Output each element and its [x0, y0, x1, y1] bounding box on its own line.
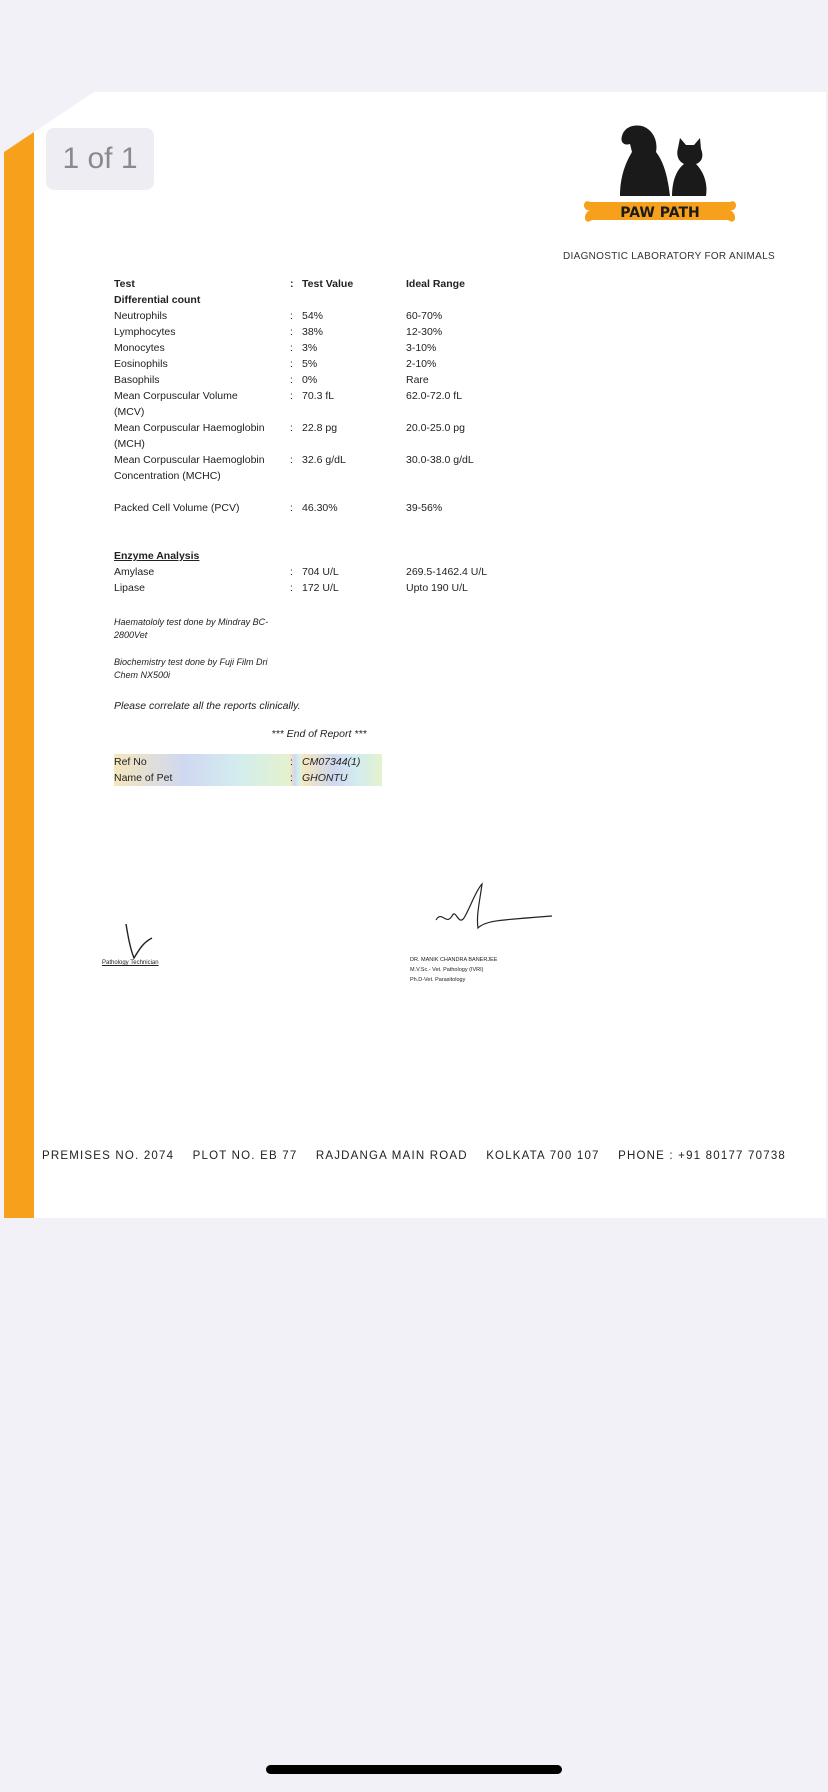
biochemistry-note: Biochemistry test done by Fuji Film Dri Chem NX500i — [114, 657, 268, 680]
table-header — [114, 276, 574, 292]
table-row — [114, 580, 574, 596]
test-value: 38% — [302, 326, 324, 338]
separator: : — [290, 278, 294, 290]
page-indicator: 1 of 1 — [46, 128, 154, 190]
lab-subtitle: DIAGNOSTIC LABORATORY FOR ANIMALS — [563, 251, 775, 262]
test-name: Mean Corpuscular Haemoglobin Concentration (MCHC) — [114, 454, 265, 482]
section-enzyme — [114, 548, 574, 564]
separator: : — [290, 754, 302, 770]
pet-row — [114, 770, 574, 786]
test-range: 60-70% — [406, 310, 443, 322]
end-of-report: *** End of Report *** — [271, 728, 367, 740]
separator: : — [290, 358, 293, 370]
separator: : — [290, 390, 293, 402]
test-range: 3-10% — [406, 342, 437, 354]
table-row-pcv — [114, 500, 574, 516]
test-name: Packed Cell Volume (PCV) — [114, 502, 240, 514]
header-range: Ideal Range — [406, 278, 465, 290]
separator: : — [290, 582, 293, 594]
table-row — [114, 564, 574, 580]
test-name: Amylase — [114, 566, 155, 578]
section-title: Differential count — [114, 294, 201, 306]
test-name: Neutrophils — [114, 310, 168, 322]
footer-road: RAJDANGA MAIN ROAD — [315, 1150, 468, 1162]
test-name: Lipase — [114, 582, 145, 594]
report-body — [114, 276, 574, 786]
separator: : — [290, 566, 293, 578]
doctor-info — [410, 955, 497, 985]
test-range: 30.0-38.0 g/dL — [406, 454, 474, 466]
doctor-name: DR. MANIK CHANDRA BANERJEE — [410, 957, 498, 963]
test-range: 2-10% — [406, 358, 437, 370]
test-range: Upto 190 U/L — [406, 582, 468, 594]
lab-logo — [580, 118, 740, 238]
separator: : — [290, 326, 293, 338]
test-range: 39-56% — [406, 502, 443, 514]
dog-cat-silhouette-icon — [580, 118, 740, 238]
test-name: Lymphocytes — [114, 326, 176, 338]
ref-row — [114, 754, 574, 770]
svg-text:PAW PATH: PAW PATH — [620, 205, 700, 221]
doctor-qualification: Ph.D-Vet. Parasitology — [410, 977, 466, 983]
test-range: 62.0-72.0 fL — [406, 390, 463, 402]
test-range: 269.5-1462.4 U/L — [406, 566, 488, 578]
ref-label: Ref No — [114, 754, 290, 770]
test-name: Mean Corpuscular Haemoglobin (MCH) — [114, 422, 265, 450]
test-range: 20.0-25.0 pg — [406, 422, 465, 434]
footer-phone: PHONE : +91 80177 70738 — [618, 1150, 787, 1162]
doctor-qualification: M.V.Sc.- Vet. Pathology (IVRI) — [410, 967, 484, 973]
test-value: 3% — [302, 342, 318, 354]
test-range: 12-30% — [406, 326, 443, 338]
pet-label: Name of Pet — [114, 770, 290, 786]
test-value: 704 U/L — [302, 566, 339, 578]
test-value: 22.8 pg — [302, 422, 338, 434]
table-row — [114, 420, 574, 452]
table-row — [114, 388, 574, 420]
separator: : — [290, 454, 293, 466]
test-name: Monocytes — [114, 342, 165, 354]
test-value: 54% — [302, 310, 324, 322]
technician-signature-icon — [104, 918, 154, 964]
test-name: Eosinophils — [114, 358, 168, 370]
separator: : — [290, 422, 293, 434]
test-value: 5% — [302, 358, 318, 370]
section-differential — [114, 292, 574, 308]
separator: : — [290, 310, 293, 322]
separator: : — [290, 502, 293, 514]
table-row — [114, 340, 574, 356]
orange-side-bar — [4, 92, 34, 1218]
technician-label: Pathology Technician — [102, 960, 159, 966]
ref-value: CM07344(1) — [302, 754, 382, 770]
test-value: 70.3 fL — [302, 390, 335, 402]
separator: : — [290, 374, 293, 386]
haematology-note: Haematololy test done by Mindray BC-2800Vet — [114, 617, 269, 640]
header-value: Test Value — [302, 278, 354, 290]
footer-premises: PREMISES NO. 2074 — [41, 1150, 175, 1162]
section-title: Enzyme Analysis — [114, 550, 200, 562]
table-row — [114, 324, 574, 340]
correlate-note: Please correlate all the reports clinically. — [114, 700, 301, 712]
test-range: Rare — [406, 374, 429, 386]
doctor-signature-icon — [432, 880, 562, 940]
pet-value: GHONTU — [302, 770, 382, 786]
test-value: 0% — [302, 374, 318, 386]
table-row — [114, 372, 574, 388]
test-value: 32.6 g/dL — [302, 454, 346, 466]
table-row — [114, 452, 574, 484]
header-test: Test — [114, 278, 135, 290]
test-value: 172 U/L — [302, 582, 339, 594]
test-name: Mean Corpuscular Volume (MCV) — [114, 390, 238, 418]
table-row — [114, 356, 574, 372]
home-indicator[interactable] — [266, 1765, 562, 1774]
footer-plot: PLOT NO. EB 77 — [192, 1150, 298, 1162]
separator: : — [290, 342, 293, 354]
table-row — [114, 308, 574, 324]
footer-city: KOLKATA 700 107 — [486, 1150, 600, 1162]
test-value: 46.30% — [302, 502, 338, 514]
test-name: Basophils — [114, 374, 160, 386]
lab-address-footer — [0, 1150, 828, 1162]
separator: : — [290, 770, 302, 786]
